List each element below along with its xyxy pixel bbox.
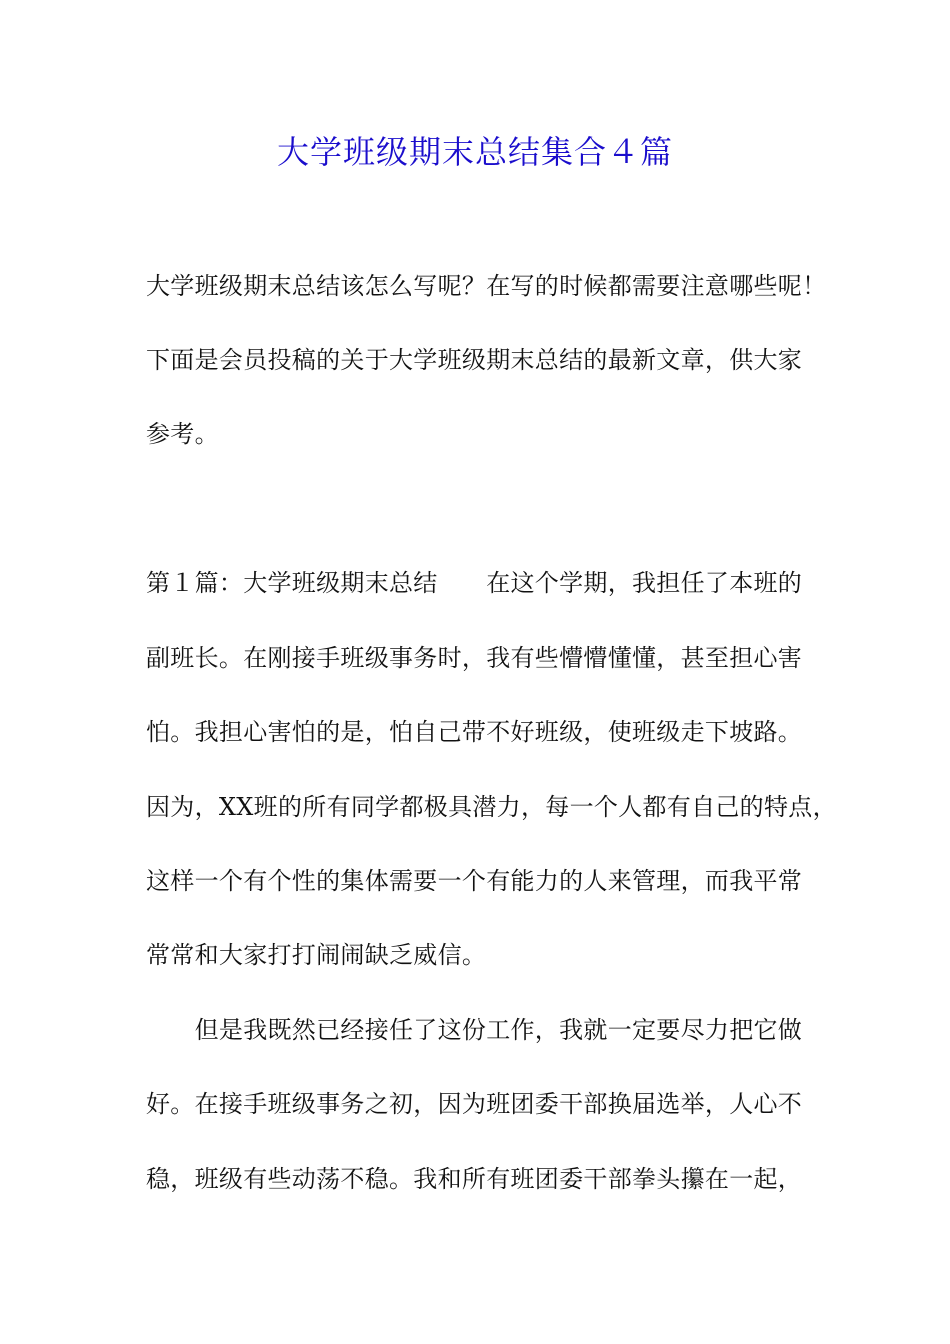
paragraph-line: 第１篇：大学班级期末总结 在这个学期，我担任了本班的	[146, 569, 803, 597]
paragraph-line: 常常和大家打打闹闹缺乏威信。	[146, 941, 487, 969]
paragraph-line: 下面是会员投稿的关于大学班级期末总结的最新文章，供大家	[146, 346, 803, 374]
paragraph-line: 这样一个有个性的集体需要一个有能力的人来管理，而我平常	[146, 867, 803, 895]
document-title: 大学班级期末总结集合４篇	[276, 133, 673, 171]
paragraph-line: 稳，班级有些动荡不稳。我和所有班团委干部拳头攥在一起，	[146, 1165, 803, 1193]
paragraph-line: 副班长。在刚接手班级事务时，我有些懵懵懂懂，甚至担心害	[146, 644, 803, 672]
paragraph-line: 因为，XX班的所有同学都极具潜力，每一个人都有自己的特点，	[146, 793, 837, 821]
paragraph-line: 怕。我担心害怕的是，怕自己带不好班级，使班级走下坡路。	[146, 718, 803, 746]
paragraph-line: 但是我既然已经接任了这份工作，我就一定要尽力把它做	[146, 1016, 803, 1044]
paragraph-line: 好。在接手班级事务之初，因为班团委干部换届选举，人心不	[146, 1090, 803, 1118]
paragraph-line: 大学班级期末总结该怎么写呢？在写的时候都需要注意哪些呢！	[146, 272, 827, 300]
paragraph-line: 参考。	[146, 420, 219, 448]
